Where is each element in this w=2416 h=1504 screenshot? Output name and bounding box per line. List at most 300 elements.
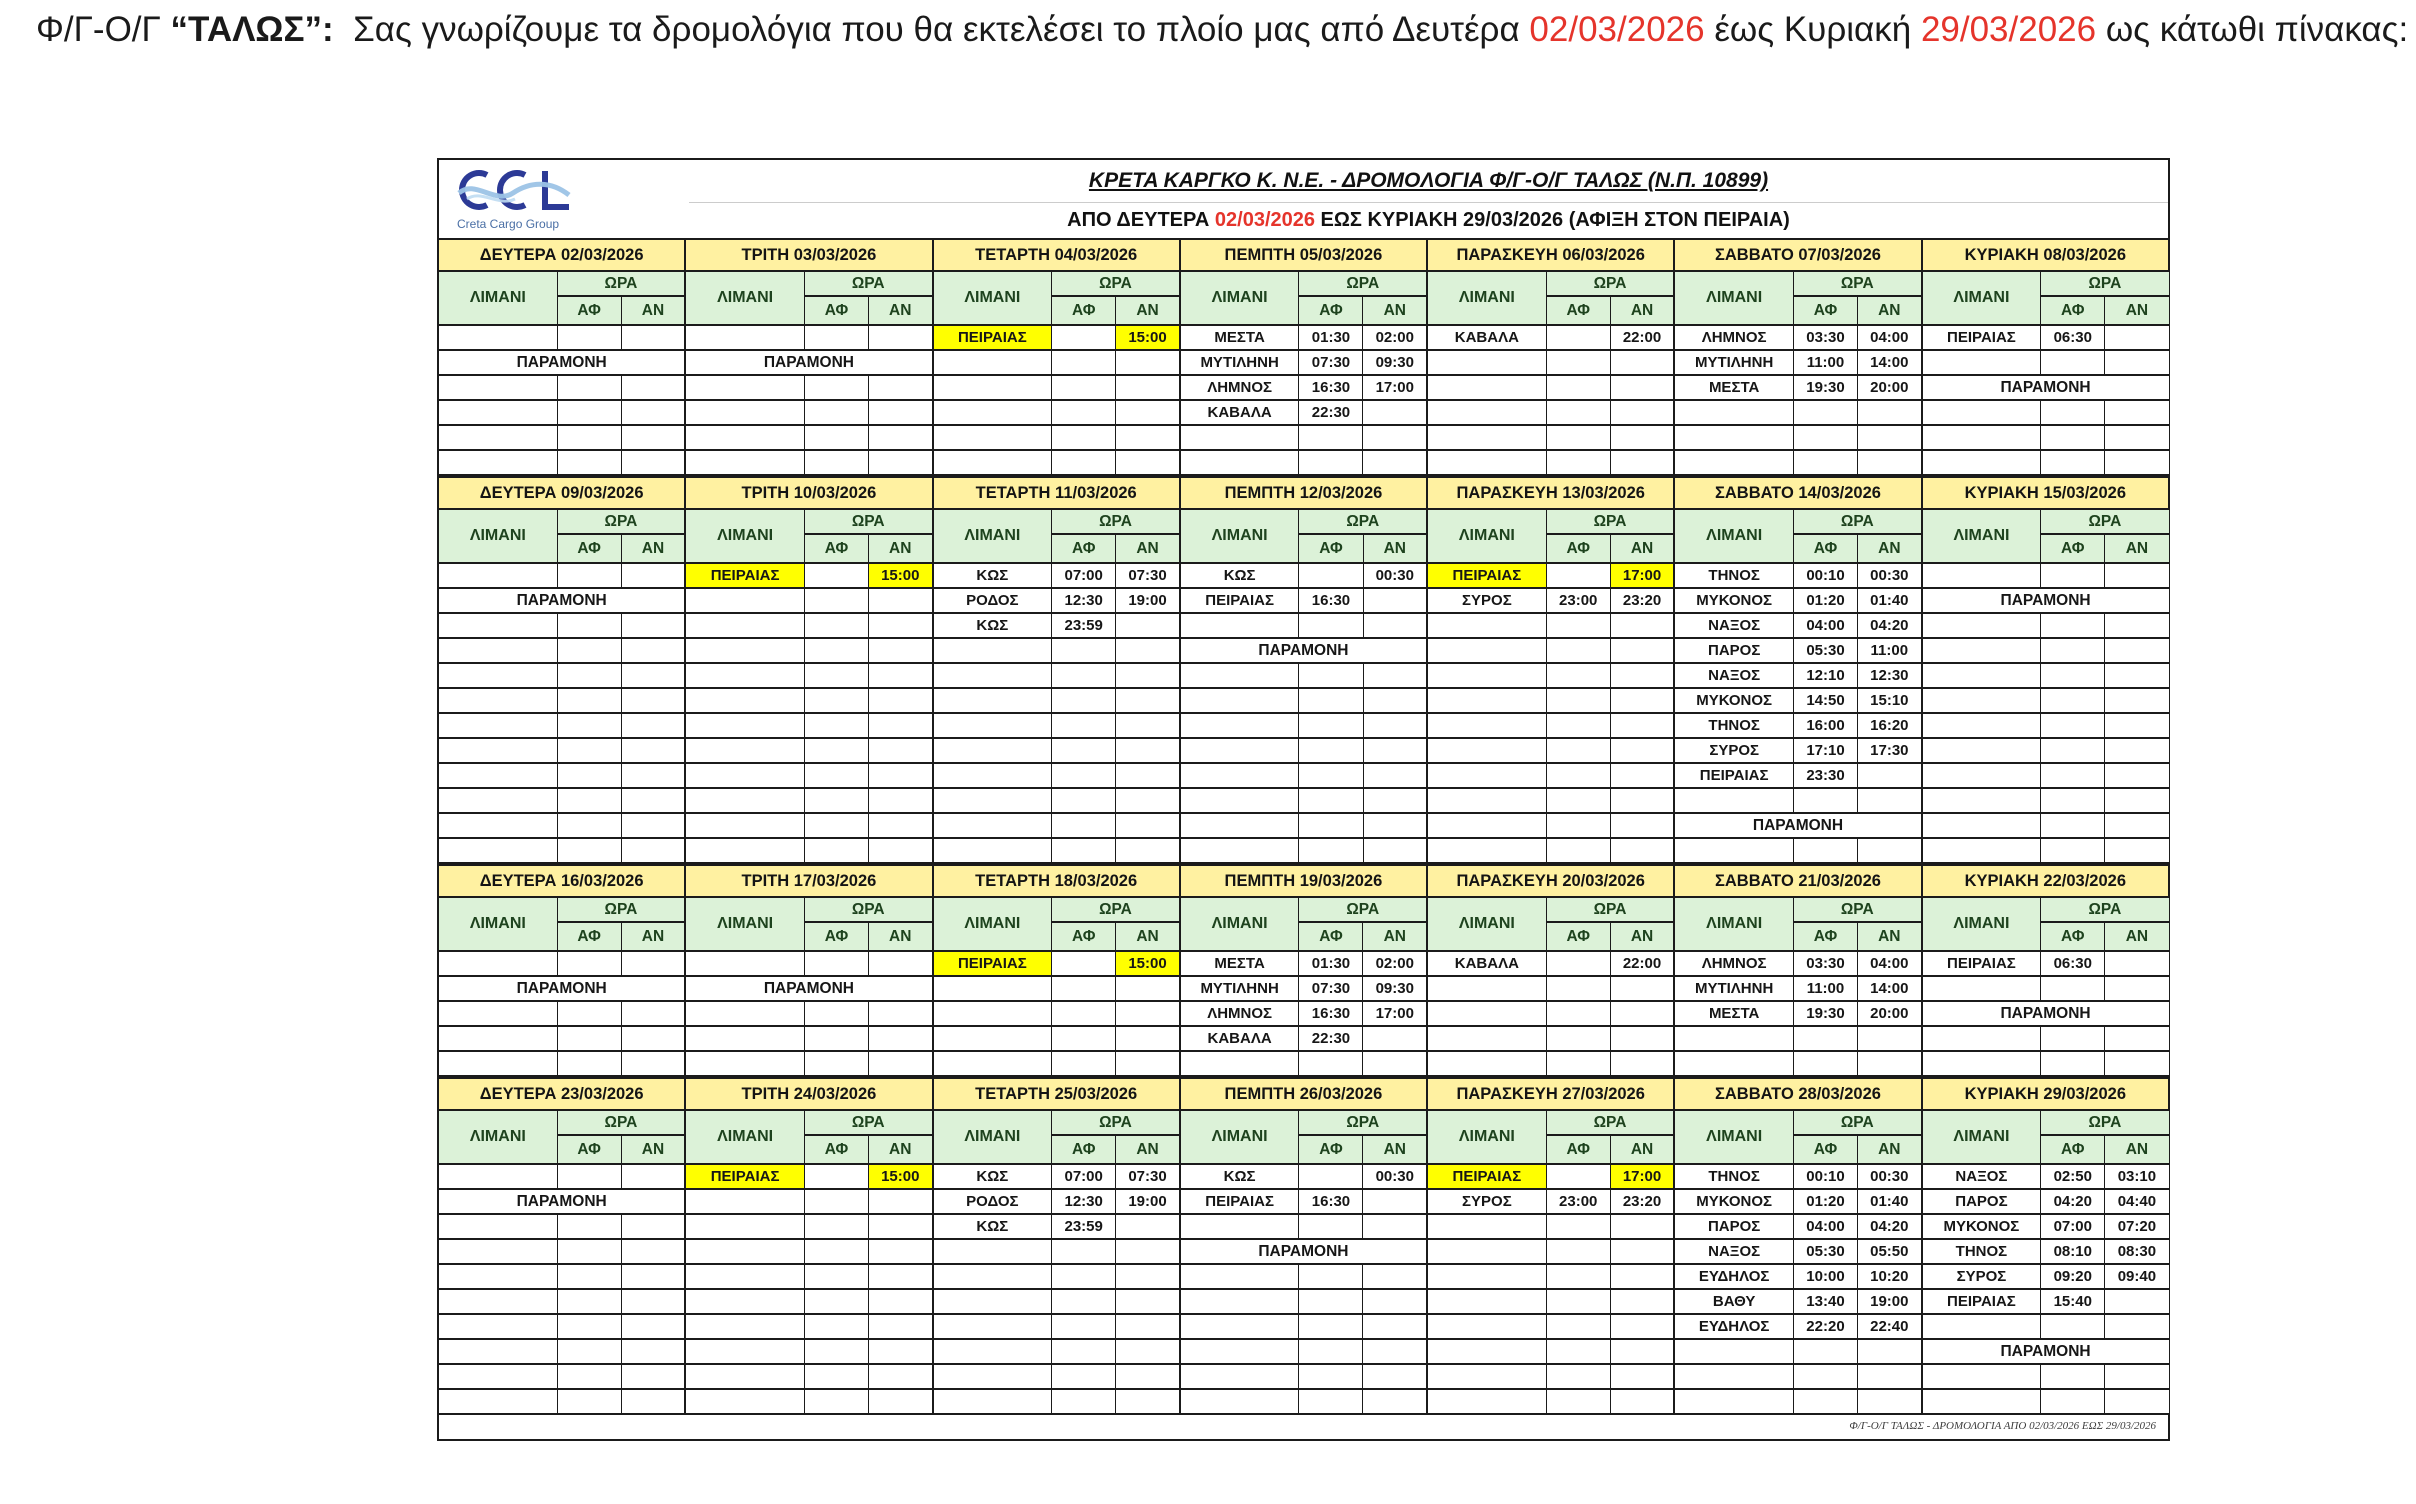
empty-cell	[438, 1026, 557, 1051]
empty-cell	[621, 1214, 685, 1239]
arrival-time-cell: 16:30	[1299, 375, 1363, 400]
empty-cell	[2041, 663, 2105, 688]
empty-cell	[621, 688, 685, 713]
port-column-header: ΛΙΜΑΝΙ	[438, 509, 557, 563]
empty-cell	[621, 1051, 685, 1076]
empty-cell	[1793, 1026, 1857, 1051]
empty-cell	[1546, 663, 1610, 688]
port-cell: ΜΥΤΙΛΗΝΗ	[1674, 976, 1793, 1001]
empty-cell	[804, 425, 868, 450]
port-cell: ΣΥΡΟΣ	[1427, 588, 1546, 613]
empty-cell	[1610, 1364, 1674, 1389]
empty-cell	[1674, 1051, 1793, 1076]
arrival-time-cell: 07:30	[1299, 976, 1363, 1001]
port-cell: ΜΥΚΟΝΟΣ	[1674, 588, 1793, 613]
time-column-header: ΩΡΑ	[2041, 271, 2169, 296]
time-column-header: ΩΡΑ	[1052, 1110, 1180, 1135]
empty-cell	[1858, 1339, 1922, 1364]
day-header-cell: ΠΕΜΠΤΗ 12/03/2026	[1180, 477, 1427, 509]
empty-cell	[933, 738, 1052, 763]
time-column-header: ΩΡΑ	[1052, 509, 1180, 534]
port-cell: ΝΑΞΟΣ	[1674, 1239, 1793, 1264]
arrival-time-cell: 16:30	[1299, 1001, 1363, 1026]
empty-cell	[804, 788, 868, 813]
arrival-time-cell: 10:00	[1793, 1264, 1857, 1289]
empty-cell	[621, 1264, 685, 1289]
empty-cell	[1546, 1264, 1610, 1289]
port-column-header: ΛΙΜΑΝΙ	[1674, 509, 1793, 563]
empty-cell	[438, 375, 557, 400]
arrival-time-cell: 04:20	[2041, 1189, 2105, 1214]
empty-cell	[933, 375, 1052, 400]
empty-cell	[868, 1364, 932, 1389]
empty-cell	[685, 1214, 804, 1239]
empty-cell	[1427, 1239, 1546, 1264]
time-column-header: ΩΡΑ	[1546, 271, 1674, 296]
arrival-time-cell: 07:00	[1052, 563, 1116, 588]
empty-cell	[438, 563, 557, 588]
arrival-time-cell: 23:00	[1546, 1189, 1610, 1214]
empty-cell	[557, 1026, 621, 1051]
empty-cell	[868, 638, 932, 663]
empty-cell	[1052, 450, 1116, 475]
port-cell: ΚΑΒΑΛΑ	[1427, 325, 1546, 350]
empty-cell	[685, 1364, 804, 1389]
empty-cell	[1546, 1051, 1610, 1076]
empty-cell	[685, 1026, 804, 1051]
arrival-column-header: ΑΦ	[804, 534, 868, 563]
time-column-header: ΩΡΑ	[557, 509, 685, 534]
day-header-cell: ΠΑΡΑΣΚΕΥΗ 20/03/2026	[1427, 865, 1674, 897]
arrival-time-cell: 07:00	[2041, 1214, 2105, 1239]
empty-cell	[1052, 1314, 1116, 1339]
departure-column-header: ΑΝ	[1363, 296, 1427, 325]
empty-cell	[804, 713, 868, 738]
empty-cell	[1610, 738, 1674, 763]
empty-cell	[933, 688, 1052, 713]
departure-time-cell: 22:40	[1858, 1314, 1922, 1339]
departure-column-header: ΑΝ	[2105, 922, 2169, 951]
empty-cell	[621, 763, 685, 788]
empty-cell	[1116, 1314, 1180, 1339]
day-header-cell: ΤΡΙΤΗ 24/03/2026	[685, 1078, 932, 1110]
empty-cell	[2041, 1389, 2105, 1414]
empty-cell	[868, 1289, 932, 1314]
empty-cell	[1427, 638, 1546, 663]
port-cell: ΕΥΔΗΛΟΣ	[1674, 1264, 1793, 1289]
empty-cell	[1546, 450, 1610, 475]
arrival-time-cell: 12:30	[1052, 588, 1116, 613]
empty-cell	[2105, 1289, 2169, 1314]
departure-time-cell: 05:50	[1858, 1239, 1922, 1264]
empty-cell	[868, 713, 932, 738]
empty-cell	[685, 375, 804, 400]
departure-time-cell: 02:00	[1363, 325, 1427, 350]
empty-cell	[685, 1314, 804, 1339]
empty-cell	[438, 1314, 557, 1339]
empty-cell	[804, 1026, 868, 1051]
empty-cell	[1546, 713, 1610, 738]
empty-cell	[557, 1051, 621, 1076]
empty-cell	[933, 1389, 1052, 1414]
stay-cell: ΠΑΡΑΜΟΝΗ	[1922, 375, 2169, 400]
empty-cell	[1052, 713, 1116, 738]
port-column-header: ΛΙΜΑΝΙ	[1674, 1110, 1793, 1164]
empty-cell	[1116, 813, 1180, 838]
empty-cell	[2105, 400, 2169, 425]
stay-cell: ΠΑΡΑΜΟΝΗ	[438, 1189, 685, 1214]
departure-time-cell: 07:30	[1116, 1164, 1180, 1189]
empty-cell	[1116, 375, 1180, 400]
port-column-header: ΛΙΜΑΝΙ	[1674, 897, 1793, 951]
arrival-time-cell: 06:30	[2041, 951, 2105, 976]
empty-cell	[1427, 738, 1546, 763]
arrival-time-cell: 22:20	[1793, 1314, 1857, 1339]
empty-cell	[1180, 1214, 1299, 1239]
empty-cell	[1299, 1314, 1363, 1339]
empty-cell	[1116, 1289, 1180, 1314]
empty-cell	[868, 425, 932, 450]
empty-cell	[1363, 838, 1427, 863]
day-header-cell: ΠΕΜΠΤΗ 05/03/2026	[1180, 239, 1427, 271]
empty-cell	[1610, 688, 1674, 713]
arrival-time-cell: 12:30	[1052, 1189, 1116, 1214]
departure-time-cell: 04:40	[2105, 1189, 2169, 1214]
empty-cell	[1299, 838, 1363, 863]
port-column-header: ΛΙΜΑΝΙ	[1922, 509, 2041, 563]
empty-cell	[438, 613, 557, 638]
arrival-column-header: ΑΦ	[557, 534, 621, 563]
time-column-header: ΩΡΑ	[804, 509, 932, 534]
time-column-header: ΩΡΑ	[2041, 897, 2169, 922]
departure-time-cell: 17:00	[1610, 563, 1674, 588]
empty-cell	[804, 1289, 868, 1314]
week-block-4	[437, 1077, 2170, 1415]
port-cell: ΛΗΜΝΟΣ	[1674, 325, 1793, 350]
empty-cell	[1363, 613, 1427, 638]
departure-time-cell: 15:00	[1116, 951, 1180, 976]
departure-column-header: ΑΝ	[868, 922, 932, 951]
empty-cell	[1299, 738, 1363, 763]
empty-cell	[2105, 563, 2169, 588]
intro-date-from: 02/03/2026	[1529, 10, 1705, 49]
empty-cell	[1610, 1001, 1674, 1026]
arrival-column-header: ΑΦ	[2041, 296, 2105, 325]
arrival-time-cell: 07:30	[1299, 350, 1363, 375]
empty-cell	[1922, 638, 2041, 663]
empty-cell	[1546, 400, 1610, 425]
empty-cell	[1922, 1314, 2041, 1339]
departure-time-cell: 17:30	[1858, 738, 1922, 763]
empty-cell	[1363, 588, 1427, 613]
port-column-header: ΛΙΜΑΝΙ	[685, 509, 804, 563]
departure-column-header: ΑΝ	[2105, 534, 2169, 563]
departure-column-header: ΑΝ	[1610, 1135, 1674, 1164]
empty-cell	[1610, 976, 1674, 1001]
departure-time-cell: 07:30	[1116, 563, 1180, 588]
arrival-column-header: ΑΦ	[1793, 534, 1857, 563]
empty-cell	[1427, 663, 1546, 688]
empty-cell	[1116, 738, 1180, 763]
empty-cell	[1922, 1389, 2041, 1414]
departure-time-cell: 04:00	[1858, 325, 1922, 350]
port-cell: ΜΕΣΤΑ	[1180, 951, 1299, 976]
departure-time-cell: 01:40	[1858, 588, 1922, 613]
empty-cell	[1052, 1364, 1116, 1389]
table-titles	[689, 160, 2168, 238]
empty-cell	[868, 951, 932, 976]
empty-cell	[2041, 638, 2105, 663]
empty-cell	[1922, 688, 2041, 713]
empty-cell	[804, 663, 868, 688]
table-header-band	[437, 158, 2170, 238]
empty-cell	[1299, 1339, 1363, 1364]
empty-cell	[621, 713, 685, 738]
departure-time-cell: 15:00	[868, 563, 932, 588]
empty-cell	[804, 738, 868, 763]
empty-cell	[438, 763, 557, 788]
empty-cell	[1674, 425, 1793, 450]
port-cell: ΜΥΚΟΝΟΣ	[1674, 688, 1793, 713]
empty-cell	[1858, 400, 1922, 425]
empty-cell	[438, 1051, 557, 1076]
departure-column-header: ΑΝ	[1116, 534, 1180, 563]
empty-cell	[933, 350, 1052, 375]
port-cell: ΚΩΣ	[1180, 563, 1299, 588]
departure-column-header: ΑΝ	[1858, 922, 1922, 951]
departure-time-cell: 19:00	[1858, 1289, 1922, 1314]
time-column-header: ΩΡΑ	[1546, 509, 1674, 534]
arrival-time-cell: 12:10	[1793, 663, 1857, 688]
empty-cell	[1793, 425, 1857, 450]
empty-cell	[557, 563, 621, 588]
port-cell: ΚΩΣ	[1180, 1164, 1299, 1189]
intro-body2: έως Κυριακή	[1704, 10, 1921, 49]
empty-cell	[557, 1289, 621, 1314]
empty-cell	[804, 1389, 868, 1414]
arrival-time-cell: 01:30	[1299, 951, 1363, 976]
week-block-3	[437, 864, 2170, 1077]
empty-cell	[1546, 350, 1610, 375]
empty-cell	[1793, 400, 1857, 425]
empty-cell	[1299, 425, 1363, 450]
empty-cell	[1052, 1289, 1116, 1314]
empty-cell	[1116, 788, 1180, 813]
empty-cell	[1116, 1051, 1180, 1076]
empty-cell	[557, 425, 621, 450]
empty-cell	[1052, 838, 1116, 863]
empty-cell	[933, 425, 1052, 450]
empty-cell	[2105, 951, 2169, 976]
time-column-header: ΩΡΑ	[1052, 271, 1180, 296]
empty-cell	[868, 1214, 932, 1239]
port-cell: ΜΥΚΟΝΟΣ	[1922, 1214, 2041, 1239]
empty-cell	[804, 1001, 868, 1026]
empty-cell	[438, 838, 557, 863]
subtitle-rest: ΕΩΣ ΚΥΡΙΑΚΗ 29/03/2026 (ΑΦΙΞΗ ΣΤΟΝ ΠΕΙΡΑΙΑ)	[1315, 209, 1790, 232]
empty-cell	[557, 763, 621, 788]
empty-cell	[1363, 1051, 1427, 1076]
arrival-column-header: ΑΦ	[1299, 1135, 1363, 1164]
empty-cell	[2041, 1364, 2105, 1389]
empty-cell	[1674, 400, 1793, 425]
time-column-header: ΩΡΑ	[557, 897, 685, 922]
port-column-header: ΛΙΜΑΝΙ	[1180, 897, 1299, 951]
empty-cell	[1052, 1239, 1116, 1264]
empty-cell	[438, 1164, 557, 1189]
empty-cell	[868, 763, 932, 788]
port-cell: ΝΑΞΟΣ	[1922, 1164, 2041, 1189]
arrival-time-cell: 03:30	[1793, 951, 1857, 976]
empty-cell	[1180, 1289, 1299, 1314]
empty-cell	[557, 688, 621, 713]
stay-cell: ΠΑΡΑΜΟΝΗ	[1180, 638, 1427, 663]
empty-cell	[1546, 1339, 1610, 1364]
arrival-time-cell: 22:30	[1299, 1026, 1363, 1051]
empty-cell	[438, 688, 557, 713]
empty-cell	[2041, 613, 2105, 638]
departure-time-cell: 04:20	[1858, 1214, 1922, 1239]
arrival-column-header: ΑΦ	[1052, 1135, 1116, 1164]
empty-cell	[1610, 425, 1674, 450]
empty-cell	[2041, 838, 2105, 863]
empty-cell	[1116, 1264, 1180, 1289]
arrival-time-cell: 23:59	[1052, 613, 1116, 638]
empty-cell	[438, 1289, 557, 1314]
empty-cell	[933, 713, 1052, 738]
empty-cell	[1793, 788, 1857, 813]
empty-cell	[1546, 1239, 1610, 1264]
empty-cell	[1610, 788, 1674, 813]
empty-cell	[1610, 400, 1674, 425]
empty-cell	[685, 738, 804, 763]
arrival-column-header: ΑΦ	[1052, 922, 1116, 951]
empty-cell	[438, 450, 557, 475]
empty-cell	[1052, 400, 1116, 425]
departure-time-cell: 14:00	[1858, 350, 1922, 375]
empty-cell	[1610, 713, 1674, 738]
arrival-time-cell: 17:10	[1793, 738, 1857, 763]
departure-time-cell: 00:30	[1363, 563, 1427, 588]
port-column-header: ΛΙΜΑΝΙ	[933, 271, 1052, 325]
arrival-time-cell: 11:00	[1793, 350, 1857, 375]
empty-cell	[621, 325, 685, 350]
empty-cell	[621, 1239, 685, 1264]
empty-cell	[685, 425, 804, 450]
empty-cell	[933, 1339, 1052, 1364]
empty-cell	[621, 1289, 685, 1314]
port-cell: ΜΥΤΙΛΗΝΗ	[1674, 350, 1793, 375]
empty-cell	[1299, 1289, 1363, 1314]
empty-cell	[1427, 1051, 1546, 1076]
arrival-time-cell: 05:30	[1793, 638, 1857, 663]
empty-cell	[438, 1339, 557, 1364]
empty-cell	[804, 688, 868, 713]
empty-cell	[804, 1364, 868, 1389]
empty-cell	[2041, 813, 2105, 838]
day-header-cell: ΤΡΙΤΗ 17/03/2026	[685, 865, 932, 897]
departure-time-cell: 00:30	[1363, 1164, 1427, 1189]
empty-cell	[804, 951, 868, 976]
empty-cell	[1180, 1364, 1299, 1389]
empty-cell	[868, 1339, 932, 1364]
empty-cell	[1180, 663, 1299, 688]
departure-time-cell: 12:30	[1858, 663, 1922, 688]
port-cell: ΠΕΙΡΑΙΑΣ	[933, 951, 1052, 976]
port-cell: ΠΕΙΡΑΙΑΣ	[933, 325, 1052, 350]
day-header-cell: ΠΕΜΠΤΗ 19/03/2026	[1180, 865, 1427, 897]
empty-cell	[868, 738, 932, 763]
empty-cell	[1922, 350, 2041, 375]
empty-cell	[1363, 1339, 1427, 1364]
departure-column-header: ΑΝ	[1363, 922, 1427, 951]
empty-cell	[1427, 1001, 1546, 1026]
port-column-header: ΛΙΜΑΝΙ	[1427, 271, 1546, 325]
empty-cell	[933, 763, 1052, 788]
empty-cell	[804, 325, 868, 350]
port-cell: ΚΑΒΑΛΑ	[1180, 400, 1299, 425]
empty-cell	[1922, 976, 2041, 1001]
arrival-time-cell: 09:20	[2041, 1264, 2105, 1289]
empty-cell	[804, 1189, 868, 1214]
empty-cell	[1610, 1389, 1674, 1414]
empty-cell	[1922, 1051, 2041, 1076]
empty-cell	[933, 638, 1052, 663]
empty-cell	[1427, 1264, 1546, 1289]
empty-cell	[1116, 1389, 1180, 1414]
empty-cell	[1116, 1001, 1180, 1026]
port-column-header: ΛΙΜΑΝΙ	[438, 1110, 557, 1164]
table-subtitle	[689, 203, 2168, 238]
empty-cell	[621, 663, 685, 688]
departure-time-cell: 15:00	[868, 1164, 932, 1189]
empty-cell	[1299, 813, 1363, 838]
ship-name: “ΤΑΛΩΣ”:	[170, 10, 334, 49]
empty-cell	[621, 738, 685, 763]
empty-cell	[621, 1026, 685, 1051]
empty-cell	[1922, 713, 2041, 738]
empty-cell	[685, 325, 804, 350]
empty-cell	[933, 838, 1052, 863]
departure-time-cell: 22:00	[1610, 951, 1674, 976]
empty-cell	[1052, 350, 1116, 375]
empty-cell	[685, 813, 804, 838]
empty-cell	[1116, 400, 1180, 425]
empty-cell	[933, 1364, 1052, 1389]
empty-cell	[1546, 1164, 1610, 1189]
empty-cell	[1546, 1389, 1610, 1414]
empty-cell	[1363, 1364, 1427, 1389]
empty-cell	[1299, 450, 1363, 475]
arrival-time-cell: 23:30	[1793, 763, 1857, 788]
empty-cell	[1858, 788, 1922, 813]
departure-time-cell: 00:30	[1858, 563, 1922, 588]
empty-cell	[438, 713, 557, 738]
empty-cell	[1363, 813, 1427, 838]
day-header-cell: ΚΥΡΙΑΚΗ 29/03/2026	[1922, 1078, 2169, 1110]
intro-line	[36, 10, 2408, 50]
empty-cell	[1610, 1339, 1674, 1364]
empty-cell	[868, 613, 932, 638]
port-cell: ΠΕΙΡΑΙΑΣ	[1427, 1164, 1546, 1189]
arrival-time-cell: 16:30	[1299, 1189, 1363, 1214]
empty-cell	[2105, 838, 2169, 863]
empty-cell	[1858, 1051, 1922, 1076]
empty-cell	[1793, 1364, 1857, 1389]
empty-cell	[1858, 1026, 1922, 1051]
empty-cell	[685, 613, 804, 638]
arrival-time-cell: 14:50	[1793, 688, 1857, 713]
